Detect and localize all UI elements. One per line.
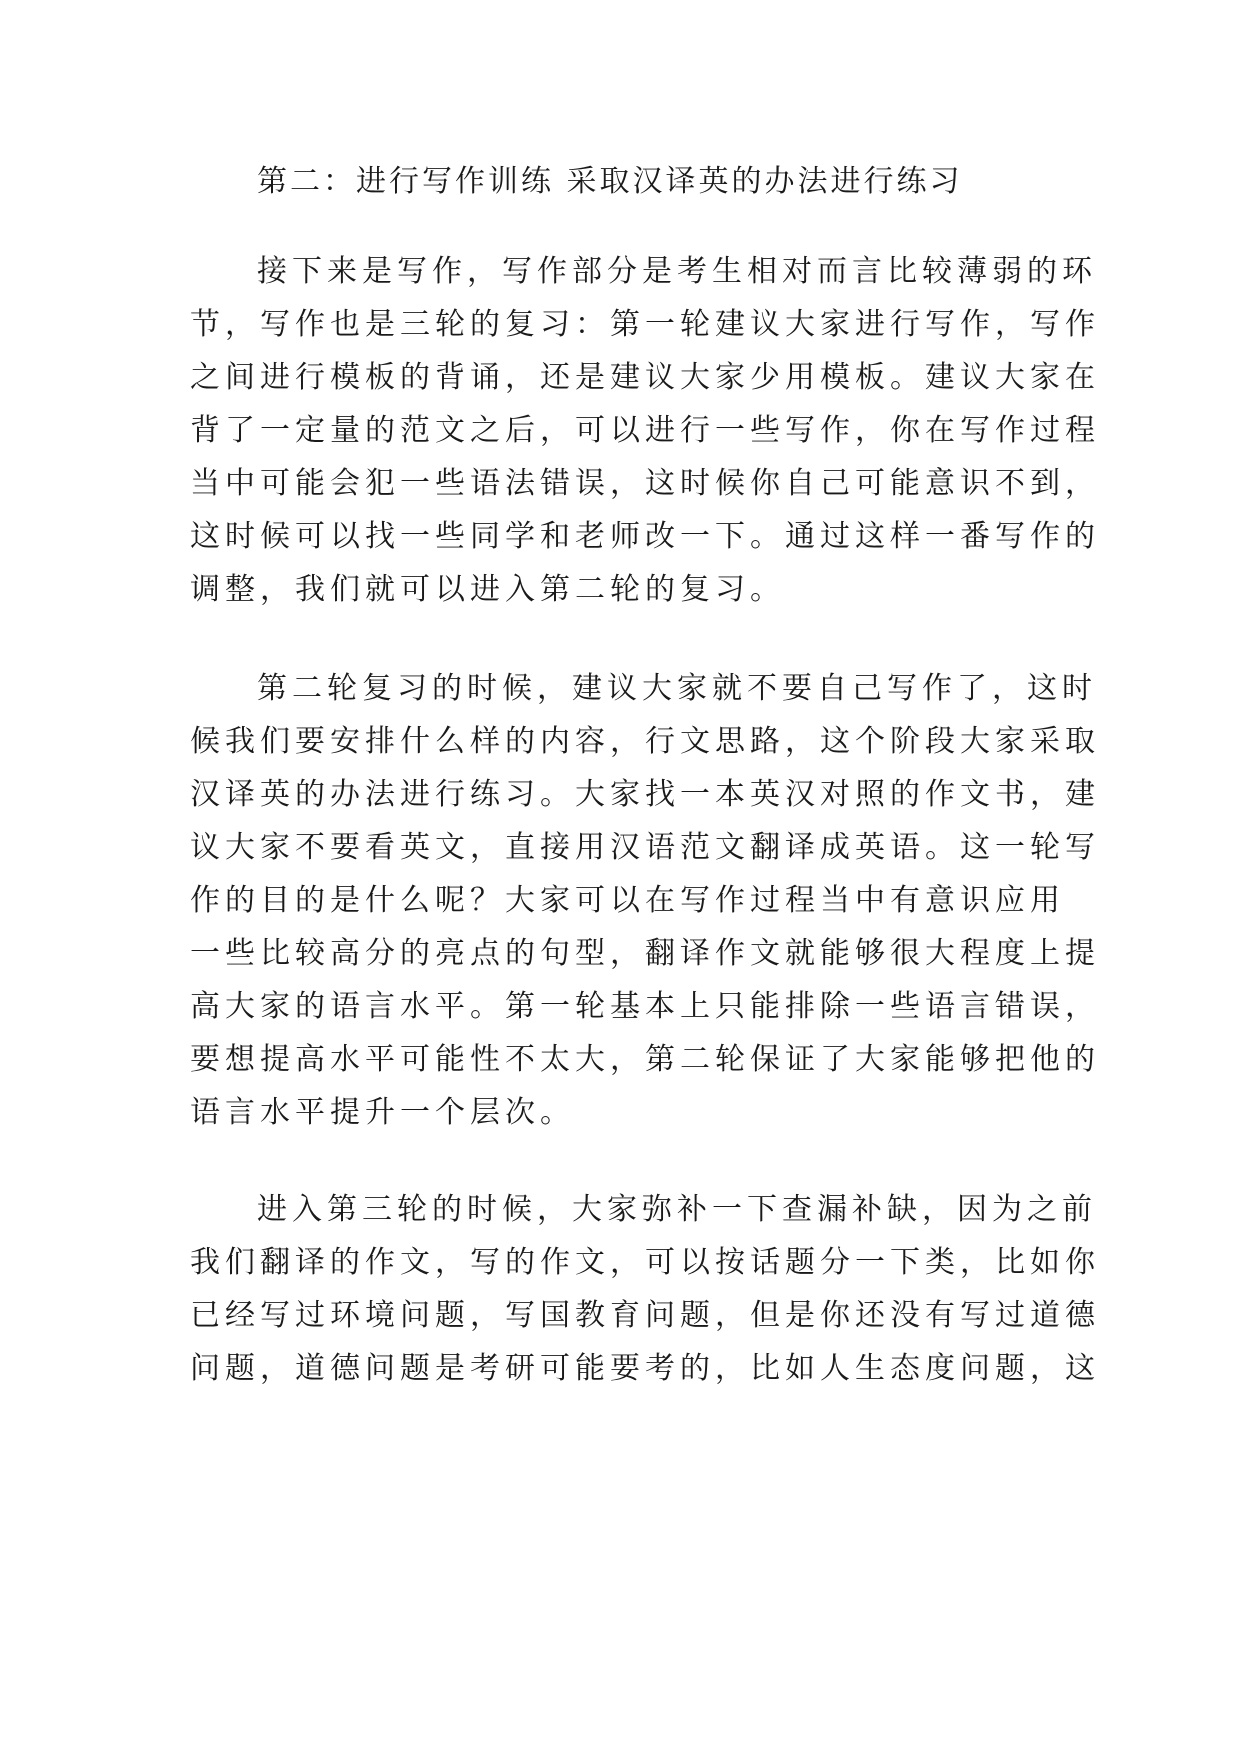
paragraph-1-line-1: 接下来是写作，写作部分是考生相对而言比较薄弱的环 [257, 254, 1097, 289]
paragraph-2-line-5: 作的目的是什么呢？大家可以在写作过程当中有意识应用 [190, 883, 1065, 918]
paragraph-1-line-6: 这时候可以找一些同学和老师改一下。通过这样一番写作的 [190, 519, 1100, 554]
paragraph-2-line-6: 一些比较高分的亮点的句型，翻译作文就能够很大程度上提 [190, 936, 1100, 971]
paragraph-1-line-7: 调整，我们就可以进入第二轮的复习。 [190, 572, 785, 607]
paragraph-1-line-5: 当中可能会犯一些语法错误，这时候你自己可能意识不到， [190, 466, 1100, 501]
paragraph-2-line-1: 第二轮复习的时候，建议大家就不要自己写作了，这时 [257, 671, 1097, 706]
paragraph-2-line-8: 要想提高水平可能性不太大，第二轮保证了大家能够把他的 [190, 1042, 1100, 1077]
paragraph-1-line-2: 节，写作也是三轮的复习：第一轮建议大家进行写作，写作 [190, 307, 1100, 342]
paragraph-2-line-4: 议大家不要看英文，直接用汉语范文翻译成英语。这一轮写 [190, 830, 1100, 865]
paragraph-3-line-2: 我们翻译的作文，写的作文，可以按话题分一下类，比如你 [190, 1245, 1100, 1280]
paragraph-3-line-1: 进入第三轮的时候，大家弥补一下查漏补缺，因为之前 [257, 1192, 1097, 1227]
section-heading: 第二：进行写作训练 采取汉译英的办法进行练习 [257, 164, 963, 199]
paragraph-3-line-3: 已经写过环境问题，写国教育问题，但是你还没有写过道德 [190, 1298, 1100, 1333]
paragraph-2-line-2: 候我们要安排什么样的内容，行文思路，这个阶段大家采取 [190, 724, 1100, 759]
paragraph-2-line-9: 语言水平提升一个层次。 [190, 1095, 575, 1130]
paragraph-2-line-3: 汉译英的办法进行练习。大家找一本英汉对照的作文书，建 [190, 777, 1100, 812]
paragraph-3-line-4: 问题，道德问题是考研可能要考的，比如人生态度问题，这 [190, 1351, 1100, 1386]
paragraph-1-line-3: 之间进行模板的背诵，还是建议大家少用模板。建议大家在 [190, 360, 1100, 395]
paragraph-2-line-7: 高大家的语言水平。第一轮基本上只能排除一些语言错误， [190, 989, 1100, 1024]
paragraph-1-line-4: 背了一定量的范文之后，可以进行一些写作，你在写作过程 [190, 413, 1100, 448]
